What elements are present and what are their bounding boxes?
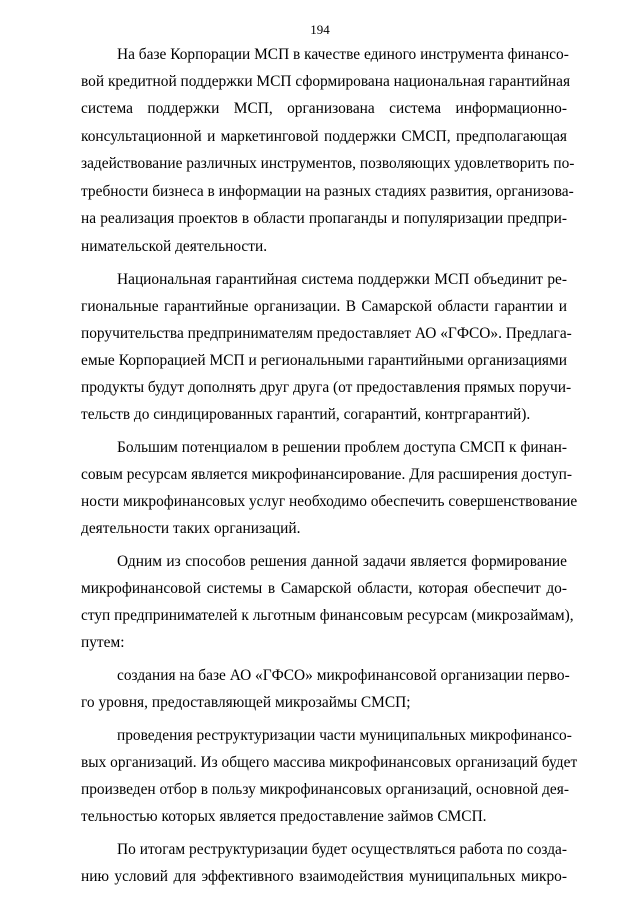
text-line: ности микрофинансовых услуг необходимо обеспечить совершенствование — [81, 493, 578, 510]
text-line: поручительства предпринимателям предоставляет АО «ГФСО». Предлага- — [81, 325, 572, 342]
text-line: гиональные гарантийные организации. В Самарской области гарантии и — [81, 298, 567, 315]
text-line: нимательской деятельности. — [81, 238, 268, 255]
text-line: го уровня, предоставляющей микрозаймы СМСП; — [81, 694, 411, 711]
text-line: требности бизнеса в информации на разных стадиях развития, организова- — [81, 183, 574, 200]
text-line: вых организаций. Из общего массива микрофинансовых организаций будет — [81, 754, 578, 771]
text-line: емые Корпорацией МСП и региональными гарантийными организациями — [81, 352, 567, 369]
text-line: деятельности таких организаций. — [81, 520, 301, 537]
text-line: На базе Корпорации МСП в качестве единого инструмента финансо- — [117, 46, 569, 63]
text-line: ступ предпринимателей к льготным финансовым ресурсам (микрозаймам), — [81, 607, 574, 624]
text-line: путем: — [81, 634, 125, 651]
text-line: продукты будут дополнять друг друга (от предоставления прямых поручи- — [81, 379, 572, 396]
text-line: По итогам реструктуризации будет осуществляться работа по созда- — [117, 841, 567, 858]
text-line: Национальная гарантийная система поддержки МСП объединит ре- — [117, 271, 567, 288]
text-line: на реализация проектов в области пропаганды и популяризации предпри- — [81, 210, 567, 227]
text-line: Одним из способов решения данной задачи является формирование — [117, 553, 567, 570]
text-line: Большим потенциалом в решении проблем доступа СМСП к финан- — [117, 439, 567, 456]
text-line: вой кредитной поддержки МСП сформирована национальная гарантийная — [81, 73, 571, 90]
text-line: проведения реструктуризации части муниципальных микрофинансо- — [117, 727, 572, 744]
text-line: консультационной и маркетинговой поддержки СМСП, предполагающая — [81, 128, 567, 145]
text-line: задействование различных инструментов, позволяющих удовлетворить по- — [81, 155, 575, 172]
text-line: тельностью которых является предоставление займов СМСП. — [81, 808, 487, 825]
text-line: произведен отбор в пользу микрофинансовых организаций, основной дея- — [81, 781, 569, 798]
text-line: нию условий для эффективного взаимодействия муниципальных микро- — [81, 868, 567, 885]
text-line: совым ресурсам является микрофинансирование. Для расширения доступ- — [81, 466, 572, 483]
text-line: создания на базе АО «ГФСО» микрофинансовой организации перво- — [117, 667, 570, 684]
text-line: микрофинансовой системы в Самарской области, которая обеспечит до- — [81, 580, 567, 597]
text-line: система поддержки МСП, организована система информационно- — [81, 100, 567, 117]
text-line: тельств до синдицированных гарантий, согарантий, контргарантий). — [81, 406, 531, 423]
page-number: 194 — [310, 22, 330, 37]
